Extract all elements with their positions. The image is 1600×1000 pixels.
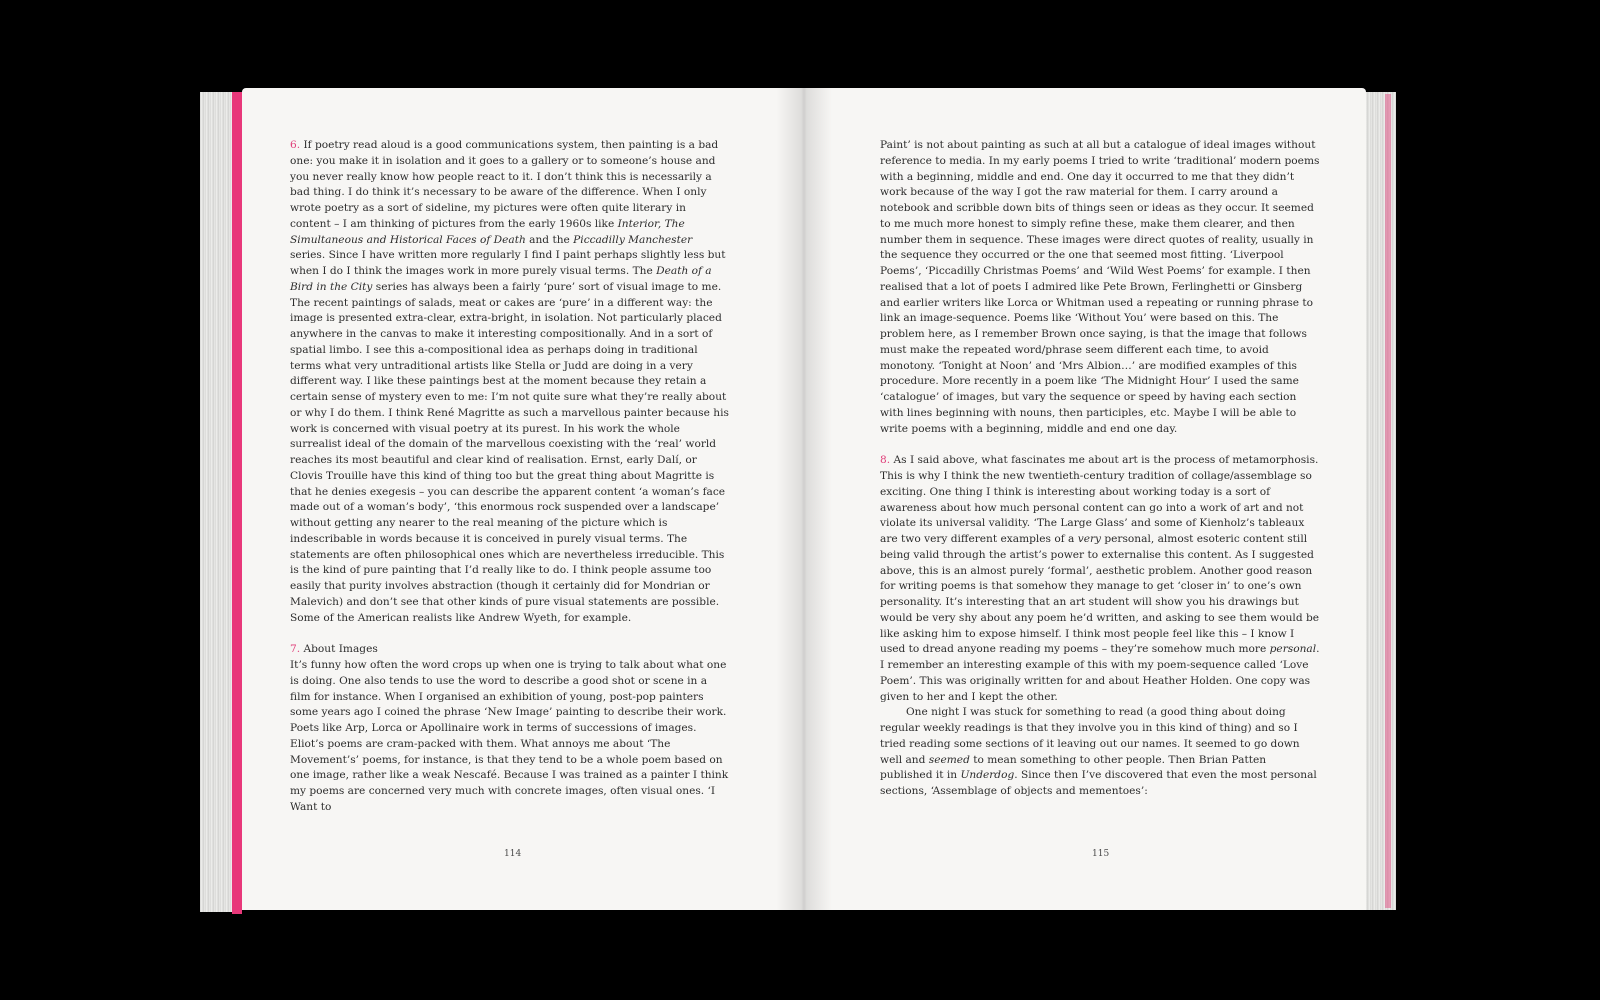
section-heading: About Images	[303, 643, 378, 656]
italic-title: Piccadilly Manchester	[573, 233, 693, 246]
body-text: . Since then I’ve discovered that even the most personal sections, ‘Assemblage of objects and mementoes’:	[880, 769, 1317, 797]
body-text: If poetry read aloud is a good communications system, then painting is a bad one: you make it in isolation and it goes to a gallery or to someone’s house and you never really know how people react to it. I don’t think this is necessarily a bad thing. I do think it’s necessary to be aware of the difference. When I only wrote poetry as a sort of sideline, my pictures were often quite literary in content – I am thinking of pictures from the early 1960s like	[290, 139, 719, 230]
section-6-paragraph	[290, 138, 730, 626]
continued-paragraph: Paint’ is not about painting as such at all but a catalogue of ideal images without reference to media. In my early poems I tried to write ‘traditional’ modern poems with a beginning, middle and end. One day it occurred to me that they didn’t work because of the way I got the raw material for them. I carry around a notebook and scribble down bits of things seen or ideas as they occur. It seemed to me much more honest to simply refine these, make them clearer, and then number them in sequence. These images were direct quotes of reality, usually in the sequence they occurred or the one that seemed most fitting. ‘Liverpool Poems’, ‘Piccadilly Christmas Poems’ and ‘Wild West Poems’ for example. I then realised that a lot of poets I admired like Pete Brown, Ferlinghetti or Ginsberg and earlier writers like Lorca or Whitman used a repeating or running phrase to link an image-sequence. Poems like ‘Without You’ were based on this. The problem here, as I remember Brown once saying, is that the image that follows must make the repeated word/phrase seem different each time, to avoid monotony. ‘Tonight at Noon’ and ‘Mrs Albion…’ are modified examples of this procedure. More recently in a poem like ‘The Midnight Hour’ I used the same ‘catalogue’ of images, but vary the sequence or speed by having each section with lines beginning with nouns, then participles, etc. Maybe I will be able to write poems with a beginning, middle and end one day.	[880, 139, 1320, 435]
page-number-left: 114	[504, 849, 522, 859]
italic-title: Interior, The Simultaneous and Historical Faces of Death	[290, 217, 685, 246]
section-7-paragraph: It’s funny how often the word crops up when one is trying to talk about what one is doing. One also tends to use the word to describe a good shot or scene in a film for instance. When I organised an exhibition of young, post-pop painters some years ago I coined the phrase ‘New Image’ painting to describe their work. Poets like Arp, Lorca or Apollinaire work in terms of successions of images. Eliot’s poems are cram-packed with them. What annoys me about ‘The Movement’s’ poems, for instance, is that they tend to be a whole poem based on one image, rather like a weak Nescafé. Because I was trained as a painter I think my poems are concerned very much with concrete images, often visual ones. ‘I Want to	[290, 659, 729, 813]
body-text: . I remember an interesting example of this with my poem-sequence called ‘Love Poem’. This was originally written for and about Heather Holden. One copy was given to her and I kept the other.	[880, 643, 1320, 703]
body-text: series has always been a fairly ‘pure’ sort of visual image to me. The recent paintings of salads, meat or cakes are ‘pure’ in a different way: the image is presented extra-clear, extra-bright, in isolation. Not particularly placed anywhere in the canvas to make it interesting compositionally. And in a sort of spatial limbo. I see this a-compositional idea as perhaps doing in traditional terms what very untraditional artists like Stella or Judd are doing in a very different way. I like these paintings best at the moment because they retain a certain sense of mystery even to me: I’m not quite sure what they’re really about or why I do them. I think René Magritte as such a marvellous painter because his work is concerned with visual poetry at its purest. In his work the whole surrealist ideal of the domain of the marvellous coexisting with the ‘real’ world reaches its most beautiful and clear kind of realisation. Ernst, early Dalí, or Clovis Trouille have this kind of thing too but the great thing about Magritte is that he denies exegesis – you can describe the apparent content ‘a woman’s face made out of a woman’s body’, ‘this enormous rock suspended over a landscape’ without getting any nearer to the real meaning of the picture which is indescribable in words because it is conceived in purely visual terms. The statements are often philosophical ones which are nevertheless irreducible. This is the kind of pure painting that I’d really like to do. I think people assume too easily that purity involves abstraction (though it certainly did for Mondrian or Malevich) and don’t see that other kinds of pure visual statements are possible. Some of the American realists like Andrew Wyeth, for example.	[290, 280, 729, 624]
section-8-second-paragraph	[880, 705, 1320, 800]
section-7-heading	[290, 642, 730, 658]
left-page-text	[290, 138, 730, 816]
section-number: 6.	[290, 139, 301, 151]
body-text: As I said above, what fascinates me about art is the process of metamorphosis. This is why I think the new twentieth-century tradition of collage/assemblage so exciting. One thing I think is interesting about working today is a sort of awareness about how much personal content can go into a work of art and not violate its universal validity. ‘The Large Glass’ and some of Kienholz’s tableaux are two very different examples of a	[880, 454, 1319, 545]
section-8-paragraph	[880, 453, 1320, 705]
pink-edge-stain	[232, 92, 242, 914]
section-number: 7.	[290, 643, 301, 656]
section-number: 8.	[880, 454, 891, 467]
body-text: One night I was stuck for something to read (a good thing about doing regular weekly readings is that they involve you in this kind of thing) and so I tried reading some sections of it leaving out our names. It seemed to go down well and	[880, 706, 1300, 766]
pink-edge-stain-right	[1385, 94, 1391, 908]
italic-title: Underdog	[960, 769, 1015, 782]
right-page-edges	[1366, 92, 1396, 910]
body-text: to mean something to other people. Then Brian Patten published it in	[880, 753, 1267, 782]
page-number-right: 115	[1092, 849, 1110, 859]
italic-word: personal	[1269, 643, 1317, 656]
body-text: personal, almost esoteric content still being valid through the artist’s power to externalise this content. As I suggested above, this is an almost purely ‘formal’, aesthetic problem. Another good reason for writing poems is that somehow they manage to get ‘closer in’ to one’s own personality. It’s interesting that an art student will show you his drawings but would be very shy about any poem he’d written, and asking to see them would be like asking him to expose himself. I think most people feel like this – I know I used to dread anyone reading my poems – they’re somehow much more	[880, 533, 1320, 656]
body-text: and the	[525, 233, 574, 246]
right-page-text	[880, 138, 1320, 800]
body-text: series. Since I have written more regularly I find I paint perhaps slightly less but when I do I think the images work in more purely visual terms. The	[290, 249, 726, 277]
italic-word: very	[1077, 533, 1102, 545]
book-gutter	[776, 88, 832, 910]
italic-title: Death of a Bird in the City	[290, 265, 712, 293]
italic-word: seemed	[928, 753, 970, 766]
